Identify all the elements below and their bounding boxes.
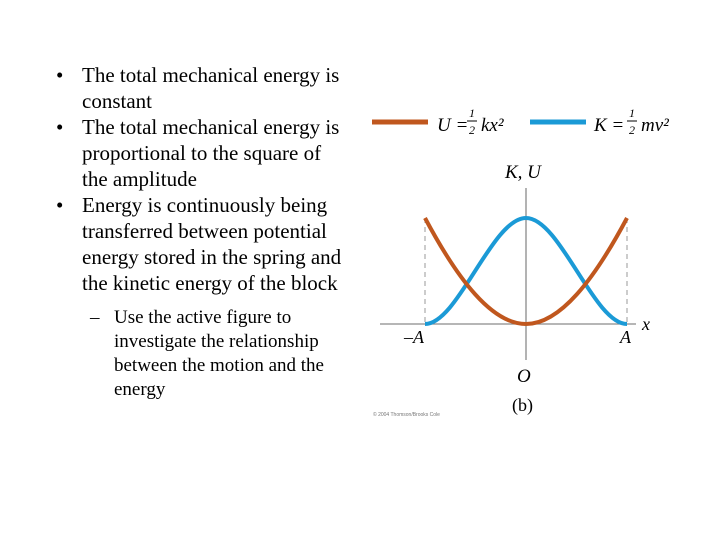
legend-kinetic-den: 2 (629, 123, 635, 137)
legend-potential-rhs: kx² (481, 115, 504, 136)
sub-bullet-text: Use the active figure to investigate the relationship between the motion and the energy (114, 307, 324, 400)
bullet-text: Energy is continuously being transferred between potential energy stored in the spring and the kinetic energy of the block (82, 193, 342, 295)
legend-potential-num: 1 (469, 106, 475, 120)
legend-potential-lhs: U = (437, 115, 469, 136)
origin-label: O (517, 366, 531, 387)
legend-kinetic-rhs: mv² (641, 115, 669, 136)
bullet-text: The total mechanical energy is proportional to the square of the amplitude (82, 115, 340, 191)
y-axis-label: K, U (505, 162, 541, 183)
bullet-dot: • (56, 63, 64, 87)
panel-label: (b) (512, 395, 533, 415)
x-axis-label: x (642, 314, 650, 334)
x-tick-right: A (620, 327, 631, 347)
bullet-dot: • (56, 193, 64, 217)
bullet-dot: • (56, 115, 64, 139)
bullet-text: The total mechanical energy is constant (82, 63, 340, 113)
legend-potential-den: 2 (469, 123, 475, 137)
x-tick-left: –A (404, 327, 424, 347)
sub-bullet-dash: – (90, 307, 100, 328)
legend-kinetic-lhs: K = (594, 115, 625, 136)
copyright-note: © 2004 Thomson/Brooks Cole (373, 412, 440, 418)
legend-kinetic-num: 1 (629, 106, 635, 120)
